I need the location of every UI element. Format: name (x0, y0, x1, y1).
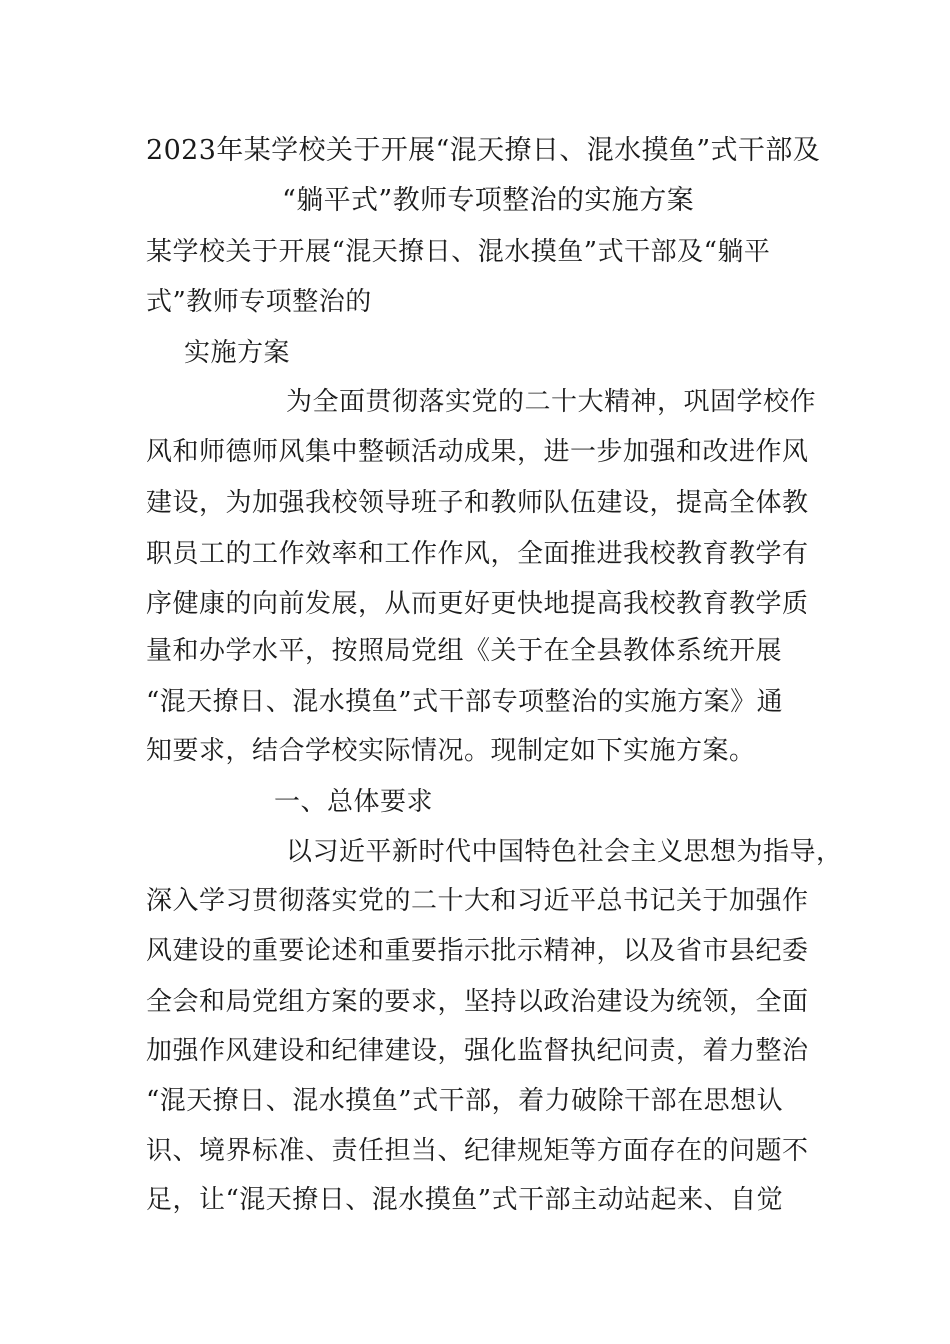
intro-line: “混天撩日、混水摸鱼”式干部专项整治的实施方案》通 (146, 687, 784, 717)
section-line: 加强作风建设和纪律建设，强化监督执纪问责，着力整治 (146, 1036, 809, 1066)
section-line: 足，让“混天撩日、混水摸鱼”式干部主动站起来、自觉 (146, 1185, 784, 1215)
section-line: 全会和局党组方案的要求，坚持以政治建设为统领，全面 (146, 987, 809, 1017)
subtitle-line-2: 式”教师专项整治的 (146, 287, 372, 317)
subtitle-line-1: 某学校关于开展“混天撩日、混水摸鱼”式干部及“躺平 (146, 237, 771, 267)
intro-line: 知要求，结合学校实际情况。现制定如下实施方案。 (146, 736, 756, 766)
title-line-1: 2023年某学校关于开展“混天撩日、混水摸鱼”式干部及 (146, 135, 821, 166)
section-heading: 一、总体要求 (274, 787, 434, 817)
intro-line: 序健康的向前发展，从而更好更快地提高我校教育教学质 (146, 589, 809, 619)
section-line: “混天撩日、混水摸鱼”式干部，着力破除干部在思想认 (146, 1086, 784, 1116)
section-line: 风建设的重要论述和重要指示批示精神，以及省市县纪委 (146, 936, 809, 966)
intro-line: 风和师德师风集中整顿活动成果，进一步加强和改进作风 (146, 437, 809, 467)
intro-line: 为全面贯彻落实党的二十大精神，巩固学校作 (286, 387, 817, 417)
section-line: 深入学习贯彻落实党的二十大和习近平总书记关于加强作 (146, 886, 809, 916)
intro-line: 量和办学水平，按照局党组《关于在全县教体系统开展 (146, 636, 783, 666)
intro-line: 建设，为加强我校领导班子和教师队伍建设，提高全体教 (146, 488, 809, 518)
intro-line: 职员工的工作效率和工作作风，全面推进我校教育教学有 (146, 539, 809, 569)
section-line: 以习近平新时代中国特色社会主义思想为指导， (286, 837, 843, 867)
section-line: 识、境界标准、责任担当、纪律规矩等方面存在的问题不 (146, 1136, 809, 1166)
subtitle-line-3: 实施方案 (184, 338, 291, 368)
title-line-2: “躺平式”教师专项整治的实施方案 (282, 185, 695, 216)
